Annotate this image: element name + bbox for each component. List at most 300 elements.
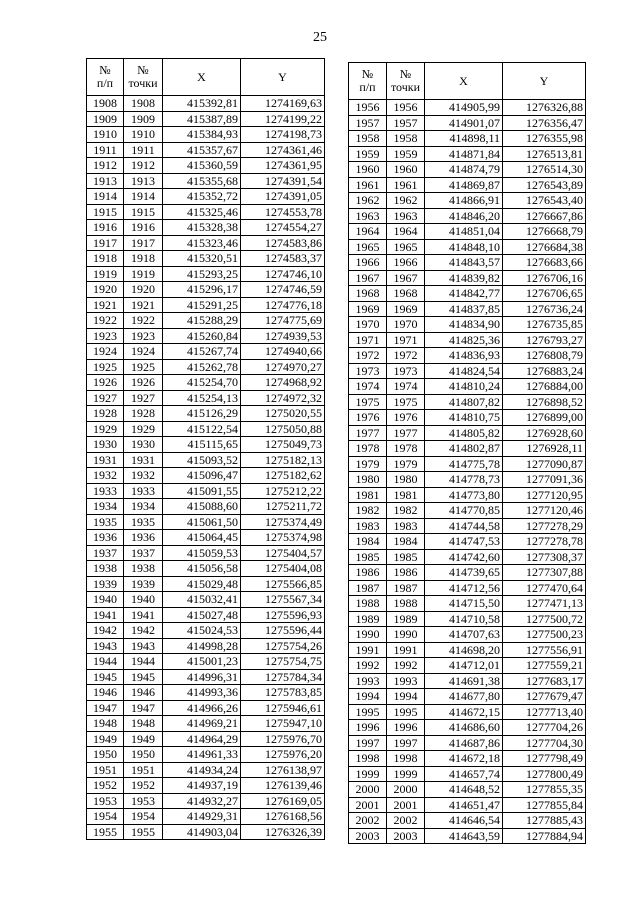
y-coordinate-cell: 1274939,53 <box>241 328 325 344</box>
y-coordinate-cell: 1275182,13 <box>241 452 325 468</box>
x-coordinate-cell: 414903,04 <box>163 824 241 840</box>
row-number-cell: 1993 <box>349 673 387 689</box>
table-row <box>349 301 586 317</box>
point-number-cell: 1944 <box>124 654 163 670</box>
point-number-cell: 1978 <box>387 441 425 457</box>
row-number-cell: 1991 <box>349 642 387 658</box>
point-number-cell: 1920 <box>124 282 163 298</box>
table-row <box>349 363 586 379</box>
row-number-cell: 1994 <box>349 689 387 705</box>
table-row <box>87 344 325 360</box>
y-coordinate-cell: 1277308,37 <box>503 549 586 565</box>
x-coordinate-cell: 414905,99 <box>425 100 503 116</box>
point-number-cell: 1930 <box>124 437 163 453</box>
row-number-cell: 1963 <box>349 208 387 224</box>
point-number-cell: 1963 <box>387 208 425 224</box>
table-row <box>349 704 586 720</box>
x-coordinate-cell: 414934,24 <box>163 762 241 778</box>
row-number-cell: 1915 <box>87 204 124 220</box>
x-coordinate-cell: 415091,55 <box>163 483 241 499</box>
y-coordinate-cell: 1277885,43 <box>503 813 586 829</box>
y-coordinate-cell: 1274775,69 <box>241 313 325 329</box>
header-x: X <box>163 59 241 96</box>
point-number-cell: 1998 <box>387 751 425 767</box>
y-coordinate-cell: 1277559,21 <box>503 658 586 674</box>
point-number-cell: 1996 <box>387 720 425 736</box>
x-coordinate-cell: 415267,74 <box>163 344 241 360</box>
y-coordinate-cell: 1277307,88 <box>503 565 586 581</box>
point-number-cell: 1924 <box>124 344 163 360</box>
x-coordinate-cell: 414643,59 <box>425 828 503 844</box>
y-coordinate-cell: 1277470,64 <box>503 580 586 596</box>
table-header-row <box>349 63 586 100</box>
table-row <box>87 282 325 298</box>
y-coordinate-cell: 1276683,66 <box>503 255 586 271</box>
y-coordinate-cell: 1274972,32 <box>241 390 325 406</box>
row-number-cell: 1944 <box>87 654 124 670</box>
x-coordinate-cell: 415323,46 <box>163 235 241 251</box>
x-coordinate-cell: 414687,86 <box>425 735 503 751</box>
table-row <box>349 270 586 286</box>
x-coordinate-cell: 415293,25 <box>163 266 241 282</box>
row-number-cell: 1932 <box>87 468 124 484</box>
row-number-cell: 1979 <box>349 456 387 472</box>
row-number-cell: 1989 <box>349 611 387 627</box>
row-number-cell: 1924 <box>87 344 124 360</box>
table-row <box>349 472 586 488</box>
x-coordinate-cell: 415254,13 <box>163 390 241 406</box>
row-number-cell: 1910 <box>87 127 124 143</box>
table-row <box>87 716 325 732</box>
row-number-cell: 1914 <box>87 189 124 205</box>
table-row <box>349 348 586 364</box>
x-coordinate-cell: 414839,82 <box>425 270 503 286</box>
y-coordinate-cell: 1276706,65 <box>503 286 586 302</box>
y-coordinate-cell: 1274554,27 <box>241 220 325 236</box>
y-coordinate-cell: 1277683,17 <box>503 673 586 689</box>
x-coordinate-cell: 414677,80 <box>425 689 503 705</box>
point-number-cell: 1984 <box>387 534 425 550</box>
point-number-cell: 1977 <box>387 425 425 441</box>
table-row <box>349 673 586 689</box>
table-row <box>87 421 325 437</box>
point-number-cell: 1959 <box>387 146 425 162</box>
table-row <box>87 375 325 391</box>
table-row <box>87 607 325 623</box>
table-row <box>349 239 586 255</box>
coordinates-table-left <box>86 58 325 840</box>
y-coordinate-cell: 1277278,78 <box>503 534 586 550</box>
row-number-cell: 1946 <box>87 685 124 701</box>
x-coordinate-cell: 414874,79 <box>425 162 503 178</box>
y-coordinate-cell: 1275946,61 <box>241 700 325 716</box>
x-coordinate-cell: 414993,36 <box>163 685 241 701</box>
table-row <box>87 111 325 127</box>
row-number-cell: 1943 <box>87 638 124 654</box>
table-row <box>349 425 586 441</box>
row-number-cell: 1928 <box>87 406 124 422</box>
row-number-cell: 2003 <box>349 828 387 844</box>
x-coordinate-cell: 415320,51 <box>163 251 241 267</box>
y-coordinate-cell: 1276735,85 <box>503 317 586 333</box>
table-row <box>87 468 325 484</box>
row-number-cell: 1956 <box>349 100 387 116</box>
table-row <box>87 483 325 499</box>
y-coordinate-cell: 1276543,89 <box>503 177 586 193</box>
point-number-cell: 1951 <box>124 762 163 778</box>
x-coordinate-cell: 415088,60 <box>163 499 241 515</box>
header-num: № п/п <box>349 63 387 100</box>
point-number-cell: 2003 <box>387 828 425 844</box>
point-number-cell: 1929 <box>124 421 163 437</box>
table-row <box>349 100 586 116</box>
row-number-cell: 1908 <box>87 96 124 112</box>
row-number-cell: 1985 <box>349 549 387 565</box>
table-row <box>87 266 325 282</box>
table-row <box>349 394 586 410</box>
y-coordinate-cell: 1275784,34 <box>241 669 325 685</box>
x-coordinate-cell: 415291,25 <box>163 297 241 313</box>
row-number-cell: 1950 <box>87 747 124 763</box>
y-coordinate-cell: 1276543,40 <box>503 193 586 209</box>
x-coordinate-cell: 414866,91 <box>425 193 503 209</box>
row-number-cell: 1984 <box>349 534 387 550</box>
point-number-cell: 1919 <box>124 266 163 282</box>
row-number-cell: 1986 <box>349 565 387 581</box>
point-number-cell: 1991 <box>387 642 425 658</box>
y-coordinate-cell: 1277120,95 <box>503 487 586 503</box>
point-number-cell: 1935 <box>124 514 163 530</box>
row-number-cell: 1930 <box>87 437 124 453</box>
row-number-cell: 1982 <box>349 503 387 519</box>
row-number-cell: 1951 <box>87 762 124 778</box>
x-coordinate-cell: 414691,38 <box>425 673 503 689</box>
table-row <box>87 313 325 329</box>
y-coordinate-cell: 1275754,26 <box>241 638 325 654</box>
y-coordinate-cell: 1276326,88 <box>503 100 586 116</box>
x-coordinate-cell: 414698,20 <box>425 642 503 658</box>
header-y: Y <box>503 63 586 100</box>
point-number-cell: 1989 <box>387 611 425 627</box>
x-coordinate-cell: 415061,50 <box>163 514 241 530</box>
x-coordinate-cell: 415032,41 <box>163 592 241 608</box>
x-coordinate-cell: 415352,72 <box>163 189 241 205</box>
row-number-cell: 1927 <box>87 390 124 406</box>
y-coordinate-cell: 1274583,37 <box>241 251 325 267</box>
point-number-cell: 1968 <box>387 286 425 302</box>
table-row <box>349 224 586 240</box>
row-number-cell: 1971 <box>349 332 387 348</box>
y-coordinate-cell: 1277471,13 <box>503 596 586 612</box>
table-row <box>349 565 586 581</box>
x-coordinate-cell: 414712,56 <box>425 580 503 596</box>
y-coordinate-cell: 1276139,46 <box>241 778 325 794</box>
row-number-cell: 1973 <box>349 363 387 379</box>
point-number-cell: 1948 <box>124 716 163 732</box>
point-number-cell: 1939 <box>124 576 163 592</box>
row-number-cell: 2000 <box>349 782 387 798</box>
row-number-cell: 1917 <box>87 235 124 251</box>
y-coordinate-cell: 1276899,00 <box>503 410 586 426</box>
point-number-cell: 1936 <box>124 530 163 546</box>
table-row <box>87 328 325 344</box>
y-coordinate-cell: 1277855,35 <box>503 782 586 798</box>
x-coordinate-cell: 414770,85 <box>425 503 503 519</box>
y-coordinate-cell: 1274583,86 <box>241 235 325 251</box>
row-number-cell: 1962 <box>349 193 387 209</box>
y-coordinate-cell: 1277800,49 <box>503 766 586 782</box>
point-number-cell: 1979 <box>387 456 425 472</box>
row-number-cell: 1988 <box>349 596 387 612</box>
table-row <box>87 669 325 685</box>
y-coordinate-cell: 1275754,75 <box>241 654 325 670</box>
y-coordinate-cell: 1275976,20 <box>241 747 325 763</box>
row-number-cell: 1995 <box>349 704 387 720</box>
table-row <box>87 127 325 143</box>
x-coordinate-cell: 414825,36 <box>425 332 503 348</box>
y-coordinate-cell: 1275596,44 <box>241 623 325 639</box>
table-row <box>349 317 586 333</box>
table-row <box>349 735 586 751</box>
x-coordinate-cell: 415392,81 <box>163 96 241 112</box>
point-number-cell: 1969 <box>387 301 425 317</box>
y-coordinate-cell: 1275947,10 <box>241 716 325 732</box>
table-row <box>349 115 586 131</box>
row-number-cell: 2002 <box>349 813 387 829</box>
y-coordinate-cell: 1277090,87 <box>503 456 586 472</box>
point-number-cell: 1957 <box>387 115 425 131</box>
table-row <box>349 487 586 503</box>
row-number-cell: 1999 <box>349 766 387 782</box>
x-coordinate-cell: 415126,29 <box>163 406 241 422</box>
x-coordinate-cell: 415360,59 <box>163 158 241 174</box>
row-number-cell: 1968 <box>349 286 387 302</box>
row-number-cell: 1940 <box>87 592 124 608</box>
point-number-cell: 2000 <box>387 782 425 798</box>
x-coordinate-cell: 414710,58 <box>425 611 503 627</box>
point-number-cell: 1987 <box>387 580 425 596</box>
point-number-cell: 1955 <box>124 824 163 840</box>
y-coordinate-cell: 1275212,22 <box>241 483 325 499</box>
point-number-cell: 1938 <box>124 561 163 577</box>
table-row <box>349 797 586 813</box>
point-number-cell: 1916 <box>124 220 163 236</box>
x-coordinate-cell: 415024,53 <box>163 623 241 639</box>
point-number-cell: 1918 <box>124 251 163 267</box>
point-number-cell: 1931 <box>124 452 163 468</box>
y-coordinate-cell: 1275050,88 <box>241 421 325 437</box>
point-number-cell: 1960 <box>387 162 425 178</box>
x-coordinate-cell: 415355,68 <box>163 173 241 189</box>
x-coordinate-cell: 414842,77 <box>425 286 503 302</box>
point-number-cell: 1997 <box>387 735 425 751</box>
row-number-cell: 1969 <box>349 301 387 317</box>
x-coordinate-cell: 414901,07 <box>425 115 503 131</box>
y-coordinate-cell: 1276667,86 <box>503 208 586 224</box>
table-row <box>87 96 325 112</box>
row-number-cell: 1949 <box>87 731 124 747</box>
table-row <box>349 751 586 767</box>
x-coordinate-cell: 415115,65 <box>163 437 241 453</box>
row-number-cell: 1935 <box>87 514 124 530</box>
x-coordinate-cell: 414966,26 <box>163 700 241 716</box>
table-row <box>87 406 325 422</box>
x-coordinate-cell: 414810,75 <box>425 410 503 426</box>
header-point: № точки <box>387 63 425 100</box>
point-number-cell: 1990 <box>387 627 425 643</box>
row-number-cell: 1926 <box>87 375 124 391</box>
point-number-cell: 1917 <box>124 235 163 251</box>
y-coordinate-cell: 1276169,05 <box>241 793 325 809</box>
point-number-cell: 1961 <box>387 177 425 193</box>
point-number-cell: 1988 <box>387 596 425 612</box>
y-coordinate-cell: 1276355,98 <box>503 131 586 147</box>
table-row <box>87 514 325 530</box>
point-number-cell: 1923 <box>124 328 163 344</box>
row-number-cell: 1937 <box>87 545 124 561</box>
x-coordinate-cell: 414961,33 <box>163 747 241 763</box>
y-coordinate-cell: 1274776,18 <box>241 297 325 313</box>
y-coordinate-cell: 1275404,08 <box>241 561 325 577</box>
point-number-cell: 1966 <box>387 255 425 271</box>
table-row <box>87 437 325 453</box>
row-number-cell: 1931 <box>87 452 124 468</box>
x-coordinate-cell: 414744,58 <box>425 518 503 534</box>
row-number-cell: 1987 <box>349 580 387 596</box>
point-number-cell: 1999 <box>387 766 425 782</box>
point-number-cell: 1940 <box>124 592 163 608</box>
x-coordinate-cell: 414932,27 <box>163 793 241 809</box>
point-number-cell: 1908 <box>124 96 163 112</box>
table-row <box>349 332 586 348</box>
x-coordinate-cell: 414742,60 <box>425 549 503 565</box>
point-number-cell: 1970 <box>387 317 425 333</box>
point-number-cell: 1964 <box>387 224 425 240</box>
point-number-cell: 1992 <box>387 658 425 674</box>
y-coordinate-cell: 1274940,66 <box>241 344 325 360</box>
x-coordinate-cell: 414805,82 <box>425 425 503 441</box>
table-row <box>349 689 586 705</box>
point-number-cell: 1926 <box>124 375 163 391</box>
row-number-cell: 1974 <box>349 379 387 395</box>
x-coordinate-cell: 414969,21 <box>163 716 241 732</box>
row-number-cell: 1960 <box>349 162 387 178</box>
table-row <box>87 499 325 515</box>
y-coordinate-cell: 1274391,54 <box>241 173 325 189</box>
point-number-cell: 1914 <box>124 189 163 205</box>
y-coordinate-cell: 1276898,52 <box>503 394 586 410</box>
table-row <box>349 580 586 596</box>
table-row <box>87 700 325 716</box>
point-number-cell: 1933 <box>124 483 163 499</box>
x-coordinate-cell: 414998,28 <box>163 638 241 654</box>
row-number-cell: 1990 <box>349 627 387 643</box>
row-number-cell: 1981 <box>349 487 387 503</box>
point-number-cell: 2001 <box>387 797 425 813</box>
point-number-cell: 1993 <box>387 673 425 689</box>
row-number-cell: 1911 <box>87 142 124 158</box>
page-number: 25 <box>313 30 327 45</box>
point-number-cell: 1985 <box>387 549 425 565</box>
point-number-cell: 1954 <box>124 809 163 825</box>
row-number-cell: 1964 <box>349 224 387 240</box>
x-coordinate-cell: 414657,74 <box>425 766 503 782</box>
y-coordinate-cell: 1277120,46 <box>503 503 586 519</box>
x-coordinate-cell: 415357,67 <box>163 142 241 158</box>
row-number-cell: 1980 <box>349 472 387 488</box>
point-number-cell: 1928 <box>124 406 163 422</box>
y-coordinate-cell: 1276668,79 <box>503 224 586 240</box>
table-row <box>87 576 325 592</box>
x-coordinate-cell: 414937,19 <box>163 778 241 794</box>
x-coordinate-cell: 414672,15 <box>425 704 503 720</box>
row-number-cell: 1972 <box>349 348 387 364</box>
y-coordinate-cell: 1274746,10 <box>241 266 325 282</box>
x-coordinate-cell: 415296,17 <box>163 282 241 298</box>
table-row <box>87 747 325 763</box>
x-coordinate-cell: 414778,73 <box>425 472 503 488</box>
point-number-cell: 1975 <box>387 394 425 410</box>
table-row <box>87 809 325 825</box>
point-number-cell: 1952 <box>124 778 163 794</box>
row-number-cell: 1925 <box>87 359 124 375</box>
y-coordinate-cell: 1275374,49 <box>241 514 325 530</box>
row-number-cell: 1929 <box>87 421 124 437</box>
row-number-cell: 1912 <box>87 158 124 174</box>
y-coordinate-cell: 1274169,63 <box>241 96 325 112</box>
x-coordinate-cell: 414834,90 <box>425 317 503 333</box>
y-coordinate-cell: 1276356,47 <box>503 115 586 131</box>
point-number-cell: 1942 <box>124 623 163 639</box>
row-number-cell: 1933 <box>87 483 124 499</box>
table-row <box>87 158 325 174</box>
x-coordinate-cell: 415056,58 <box>163 561 241 577</box>
point-number-cell: 1911 <box>124 142 163 158</box>
point-number-cell: 1945 <box>124 669 163 685</box>
row-number-cell: 1996 <box>349 720 387 736</box>
point-number-cell: 1925 <box>124 359 163 375</box>
table-row <box>87 545 325 561</box>
table-row <box>349 410 586 426</box>
x-coordinate-cell: 414739,65 <box>425 565 503 581</box>
y-coordinate-cell: 1274746,59 <box>241 282 325 298</box>
row-number-cell: 1947 <box>87 700 124 716</box>
row-number-cell: 1921 <box>87 297 124 313</box>
y-coordinate-cell: 1275404,57 <box>241 545 325 561</box>
table-row <box>87 220 325 236</box>
point-number-cell: 1967 <box>387 270 425 286</box>
row-number-cell: 1948 <box>87 716 124 732</box>
table-row <box>349 658 586 674</box>
table-row <box>87 762 325 778</box>
row-number-cell: 1945 <box>87 669 124 685</box>
table-row <box>349 518 586 534</box>
x-coordinate-cell: 414810,24 <box>425 379 503 395</box>
x-coordinate-cell: 415122,54 <box>163 421 241 437</box>
y-coordinate-cell: 1277798,49 <box>503 751 586 767</box>
x-coordinate-cell: 414686,60 <box>425 720 503 736</box>
point-number-cell: 1946 <box>124 685 163 701</box>
table-row <box>87 561 325 577</box>
point-number-cell: 1943 <box>124 638 163 654</box>
y-coordinate-cell: 1277278,29 <box>503 518 586 534</box>
table-row <box>349 177 586 193</box>
point-number-cell: 2002 <box>387 813 425 829</box>
table-row <box>87 623 325 639</box>
x-coordinate-cell: 414871,84 <box>425 146 503 162</box>
y-coordinate-cell: 1275596,93 <box>241 607 325 623</box>
row-number-cell: 1965 <box>349 239 387 255</box>
